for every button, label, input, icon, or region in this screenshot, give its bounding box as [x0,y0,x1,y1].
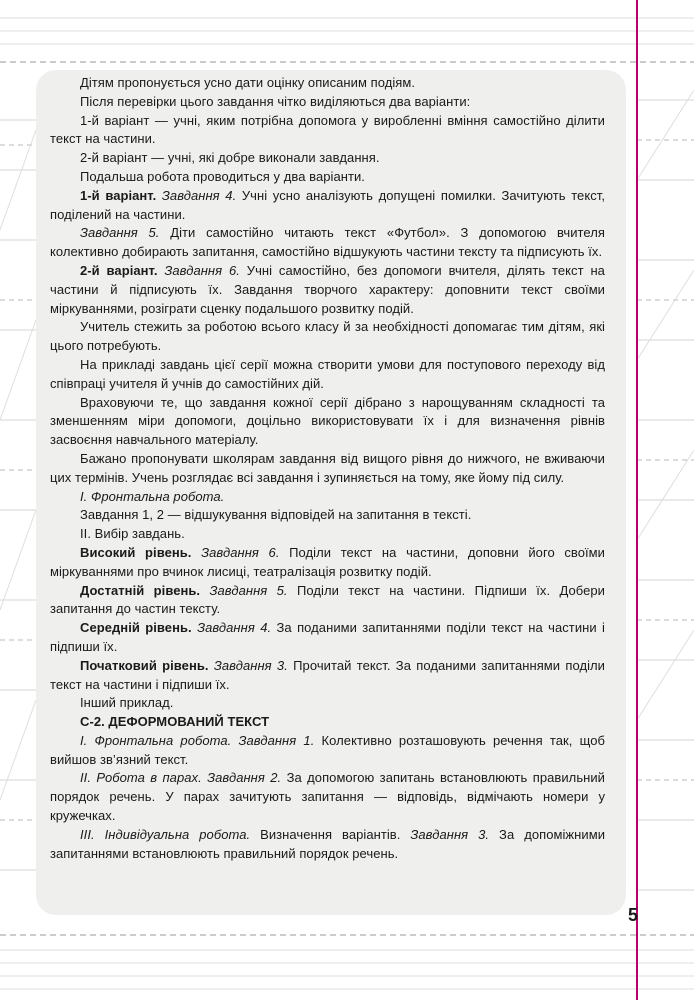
italic-run: Завдання 6. [164,262,240,278]
text-run: На прикладі завдань цієї серії можна створити умови для поступового переходу від співпраці учителя й учнів до самостійних дій. [50,356,605,391]
paragraph [50,450,605,488]
paragraph [50,619,605,657]
paragraph [50,713,605,732]
paragraph [50,826,605,864]
text-run: Інший приклад. [80,695,174,711]
paragraph [50,694,605,713]
paragraph [50,168,605,187]
italic-run: Завдання 3. [410,826,490,842]
paragraph [50,657,605,695]
paragraph [50,318,605,356]
text-run: 1-й варіант — учні, яким потрібна допомога у виробленні вміння самостійно ділити текст на частини. [50,112,605,147]
bold-run: Середній рівень. [80,620,192,636]
bold-run: 1-й варіант. [80,187,157,203]
text-run [191,545,201,560]
paragraph [50,356,605,394]
paragraph [50,488,605,507]
italic-run: Завдання 4. [161,187,237,203]
bold-run: 2-й варіант. [80,262,158,278]
paragraph [50,149,605,168]
paragraph [50,112,605,150]
italic-run: I. Фронтальна робота. Завдання 1. [80,732,315,748]
paragraph [50,394,605,450]
bold-run: Високий рівень. [80,544,192,560]
paragraph [50,187,605,225]
paragraph [50,506,605,525]
text-run: За допомогою запитань встановлюють правильний порядок речень. У парах зачитують запитання — відповідь, відмічають номери у кружечках. [50,770,605,824]
text-run: Учні усно аналізують допущені помилки. Зачитують текст, поділений на частини. [50,187,605,222]
bold-run: Початковий рівень. [80,657,209,673]
text-run: II. Вибір завдань. [80,526,185,542]
italic-run: Завдання 5. [209,582,288,598]
text-run: Поділи текст на частини. Підпиши їх. Добери запитання до частин тексту. [50,582,605,617]
text-run: Поділи текст на частини, доповни його своїми міркуваннями про вчинок лисиці, театралізація розвитку подій. [50,544,605,579]
text-run: Прочитай текст. За поданими запитаннями поділи текст на частини і підпиши їх. [50,657,605,692]
page-text [50,74,606,863]
text-run: 2-й варіант — учні, які добре виконали завдання. [80,150,380,166]
italic-run: III. Індивідуальна робота. [80,826,251,842]
text-run: Учні самостійно, без допомоги вчителя, ділять текст на частини й підписують їх. Завдання творчого характеру: доповнити текст своїми міркуваннями, розіграти сценку подальшого розвитку подій. [50,262,605,316]
bold-run: С-2. ДЕФОРМОВАНИЙ ТЕКСТ [80,714,270,730]
text-run: Завдання 1, 2 — відшукування відповідей на запитання в тексті. [80,507,472,523]
paragraph [50,525,605,544]
italic-run: I. Фронтальна робота. [80,488,225,504]
italic-run: Завдання 5. [80,225,160,241]
paragraph [50,262,605,318]
page-number: 5 [628,905,639,925]
text-run: Дітям пропонується усно дати оцінку описаним подіям. [80,75,416,90]
paragraph [50,732,605,770]
paragraph [50,93,605,112]
text-run: За поданими запитаннями поділи текст на частини і підпиши їх. [50,620,605,654]
paragraph [50,544,605,582]
italic-run: Завдання 3. [213,657,288,673]
paragraph [50,74,605,93]
text-run: Враховуючи те, що завдання кожної серії дібрано з нарощуванням складності та зменшенням міри допомоги, доцільно використовувати їх і для визначення рівнів засвоєння навчального матеріалу. [50,394,605,448]
text-run: Учитель стежить за роботою всього класу й за необхідності допомагає тим дітям, які цього потребують. [50,319,605,354]
bold-run: Достатній рівень. [80,582,201,598]
text-run: Після перевірки цього завдання чітко виділяються два варіанти: [80,93,471,109]
paragraph [50,224,605,262]
text-run: Колективно розташовують речення так, щоб вийшов зв’язний текст. [50,732,605,767]
paragraph [50,769,605,825]
italic-run: II. Робота в парах. Завдання 2. [80,770,282,786]
text-run: Бажано пропонувати школярам завдання від вищого рівня до нижчого, не вживаючи цих термінів. Учень розглядає всі завдання і зупиняється на тому, яке йому під силу. [50,450,605,485]
text-run: Діти самостійно читають текст «Футбол». З допомогою вчителя колективно добирають запитання, самостійно відшукують частини тексту та підписують їх. [50,225,605,260]
text-run: Визначення варіантів. [250,826,411,842]
text-run: Подальша робота проводиться у два варіанти. [80,168,365,184]
italic-run: Завдання 4. [197,620,272,636]
paragraph [50,582,605,620]
italic-run: Завдання 6. [201,544,280,560]
text-run: За допоміжними запитаннями встановлюють правильний порядок речень. [50,826,606,861]
